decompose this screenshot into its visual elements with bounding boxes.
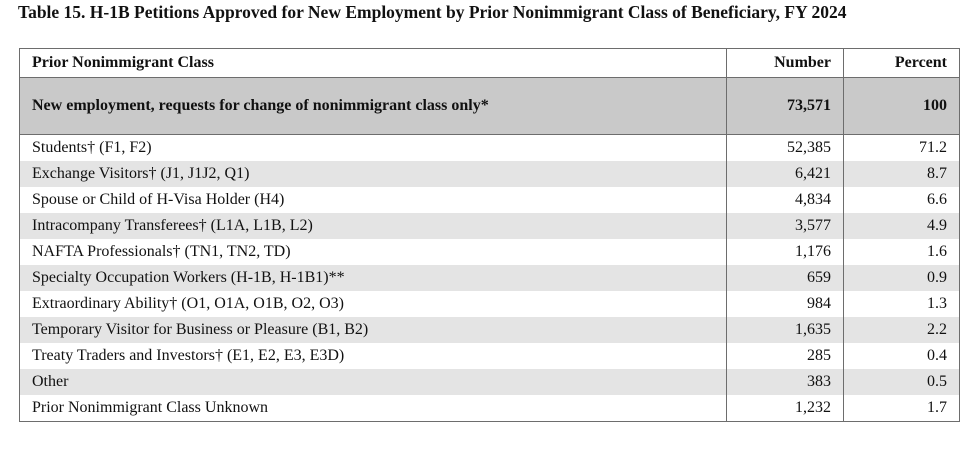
- table-row: [20, 213, 960, 239]
- row-number: 52,385: [727, 135, 844, 162]
- table-title: Table 15. H-1B Petitions Approved for New Employment by Prior Nonimmigrant Class of Beneficiary, FY 2024: [18, 2, 847, 22]
- row-label: Intracompany Transferees† (L1A, L1B, L2): [20, 213, 727, 239]
- summary-percent: 100: [844, 78, 960, 135]
- row-percent: 71.2: [844, 135, 960, 162]
- row-label: Exchange Visitors† (J1, J1J2, Q1): [20, 161, 727, 187]
- table-row: [20, 187, 960, 213]
- table-row: [20, 317, 960, 343]
- table-row: [20, 161, 960, 187]
- row-label: NAFTA Professionals† (TN1, TN2, TD): [20, 239, 727, 265]
- row-percent: 1.7: [844, 395, 960, 422]
- header-class: Prior Nonimmigrant Class: [20, 49, 727, 78]
- row-number: 3,577: [727, 213, 844, 239]
- row-number: 383: [727, 369, 844, 395]
- table-row: [20, 291, 960, 317]
- row-number: 1,635: [727, 317, 844, 343]
- row-label: Other: [20, 369, 727, 395]
- summary-number: 73,571: [727, 78, 844, 135]
- row-number: 1,176: [727, 239, 844, 265]
- table-row: [20, 343, 960, 369]
- row-percent: 6.6: [844, 187, 960, 213]
- header-percent: Percent: [844, 49, 960, 78]
- table-row: [20, 135, 960, 162]
- row-percent: 0.9: [844, 265, 960, 291]
- row-number: 1,232: [727, 395, 844, 422]
- row-number: 6,421: [727, 161, 844, 187]
- row-label: Extraordinary Ability† (O1, O1A, O1B, O2, O3): [20, 291, 727, 317]
- header-number: Number: [727, 49, 844, 78]
- row-label: Spouse or Child of H-Visa Holder (H4): [20, 187, 727, 213]
- header-row: [20, 49, 960, 78]
- row-percent: 1.6: [844, 239, 960, 265]
- row-number: 984: [727, 291, 844, 317]
- summary-label: New employment, requests for change of nonimmigrant class only*: [20, 78, 727, 135]
- row-number: 4,834: [727, 187, 844, 213]
- row-percent: 8.7: [844, 161, 960, 187]
- table-row: [20, 239, 960, 265]
- row-label: Students† (F1, F2): [20, 135, 727, 162]
- row-number: 659: [727, 265, 844, 291]
- row-percent: 4.9: [844, 213, 960, 239]
- row-percent: 0.5: [844, 369, 960, 395]
- row-percent: 0.4: [844, 343, 960, 369]
- row-label: Treaty Traders and Investors† (E1, E2, E3, E3D): [20, 343, 727, 369]
- row-label: Temporary Visitor for Business or Pleasure (B1, B2): [20, 317, 727, 343]
- row-percent: 1.3: [844, 291, 960, 317]
- row-label: Specialty Occupation Workers (H-1B, H-1B1)**: [20, 265, 727, 291]
- table-row: [20, 395, 960, 422]
- table-row: [20, 265, 960, 291]
- row-percent: 2.2: [844, 317, 960, 343]
- row-number: 285: [727, 343, 844, 369]
- petitions-table: [19, 48, 960, 422]
- row-label: Prior Nonimmigrant Class Unknown: [20, 395, 727, 422]
- table-row: [20, 369, 960, 395]
- summary-row: [20, 78, 960, 135]
